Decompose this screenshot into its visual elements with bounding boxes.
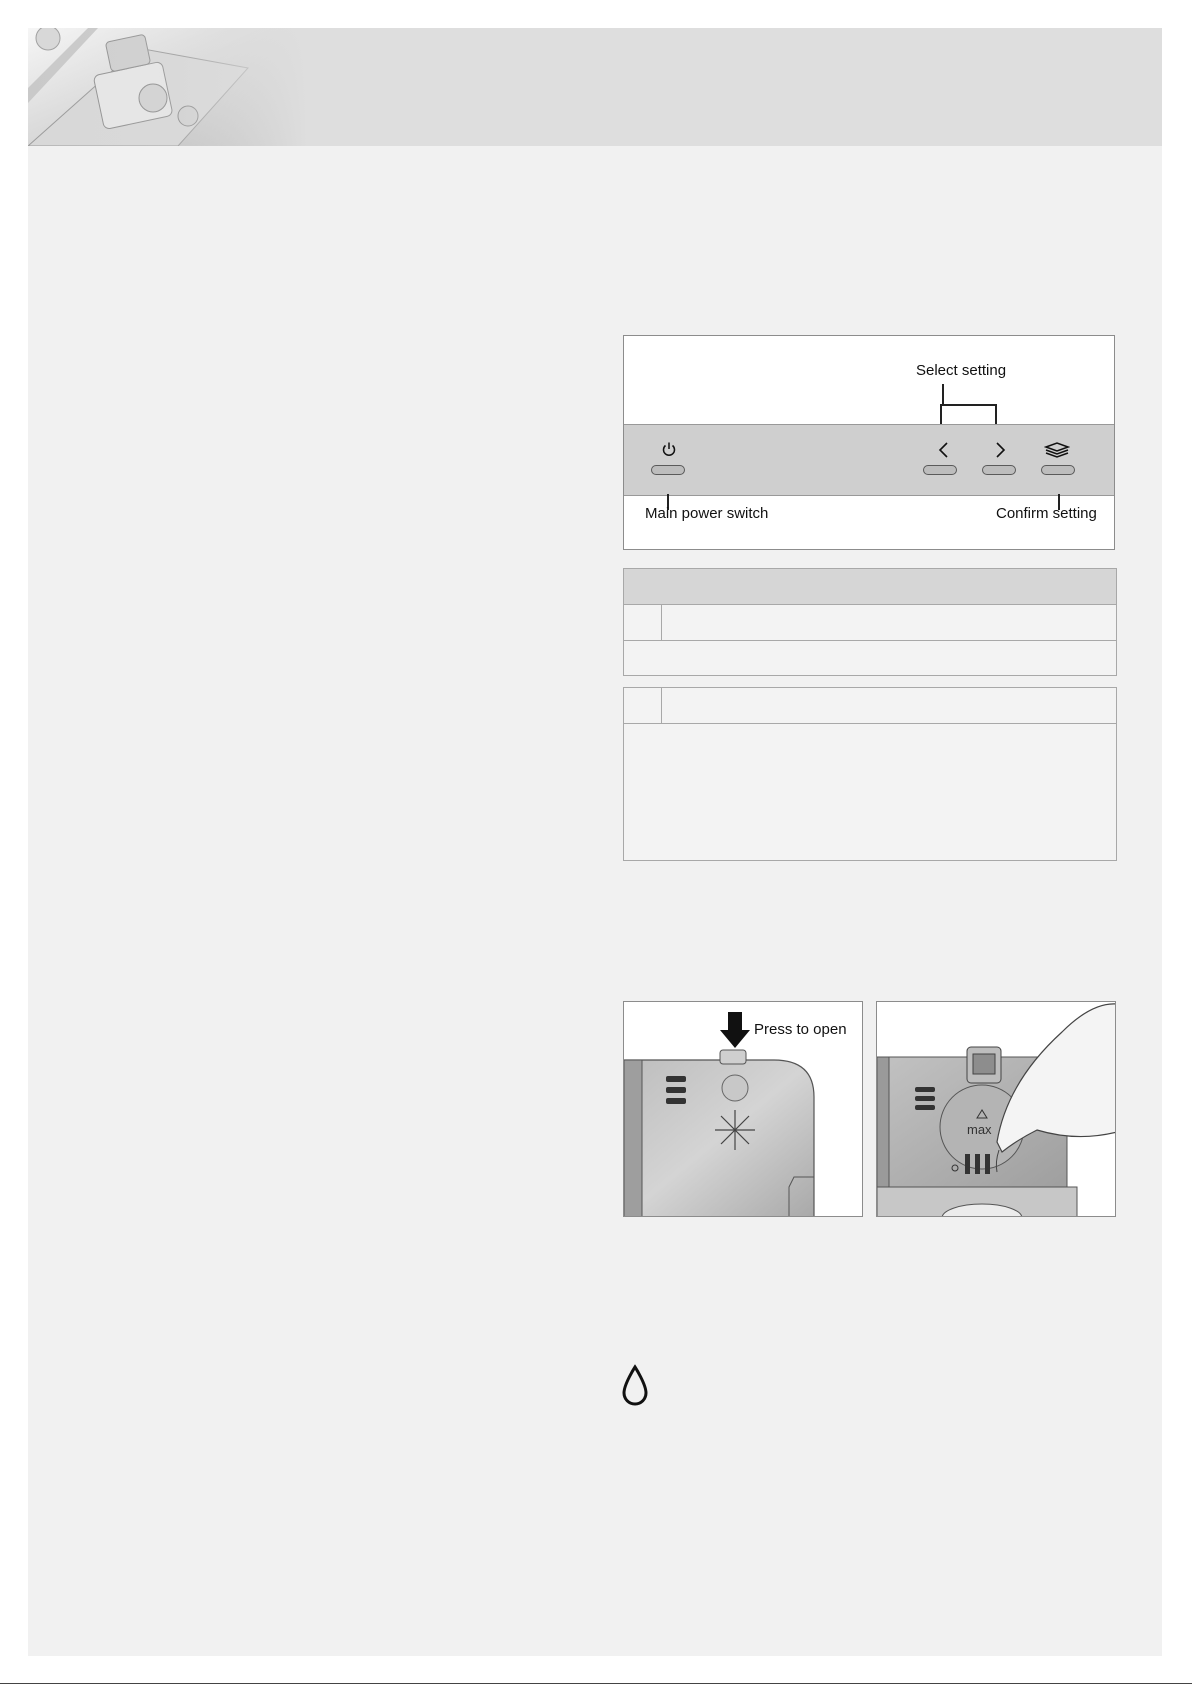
max-label: max — [967, 1122, 992, 1137]
table-cell-number — [624, 605, 662, 640]
main-power-button[interactable] — [651, 465, 685, 475]
footer-rule — [0, 1683, 1192, 1684]
header-dispenser-photo — [28, 28, 308, 146]
dispenser-closed-figure — [623, 1001, 863, 1217]
power-icon — [661, 441, 677, 457]
chevron-left-icon — [937, 441, 951, 459]
table-row — [624, 688, 1116, 724]
layers-icon — [1044, 442, 1070, 458]
table-cell-number — [624, 688, 662, 723]
select-previous-button[interactable] — [923, 465, 957, 475]
table-row — [624, 641, 1116, 675]
settings-table-2 — [623, 687, 1117, 861]
dispenser-filling-figure — [876, 1001, 1116, 1217]
press-to-open-label: Press to open — [754, 1021, 847, 1038]
settings-table-1 — [623, 568, 1117, 676]
control-panel-figure — [623, 335, 1115, 550]
select-next-button[interactable] — [982, 465, 1016, 475]
control-strip — [624, 424, 1114, 496]
confirm-setting-button[interactable] — [1041, 465, 1075, 475]
confirm-setting-label: Confirm setting — [996, 505, 1097, 522]
select-setting-bracket-left — [940, 404, 942, 426]
header-band — [28, 28, 1162, 146]
table-row — [624, 724, 1116, 860]
dispenser-filling-illustration — [877, 1002, 1116, 1217]
main-power-label: Main power switch — [645, 505, 769, 522]
select-setting-bracket-right — [995, 404, 997, 426]
table-row — [624, 605, 1116, 641]
table-header-row — [624, 569, 1116, 605]
select-setting-label: Select setting — [916, 362, 1007, 379]
chevron-right-icon — [993, 441, 1007, 459]
select-setting-bracket — [940, 404, 996, 406]
drop-icon — [620, 1364, 650, 1408]
select-setting-leader — [942, 384, 944, 404]
